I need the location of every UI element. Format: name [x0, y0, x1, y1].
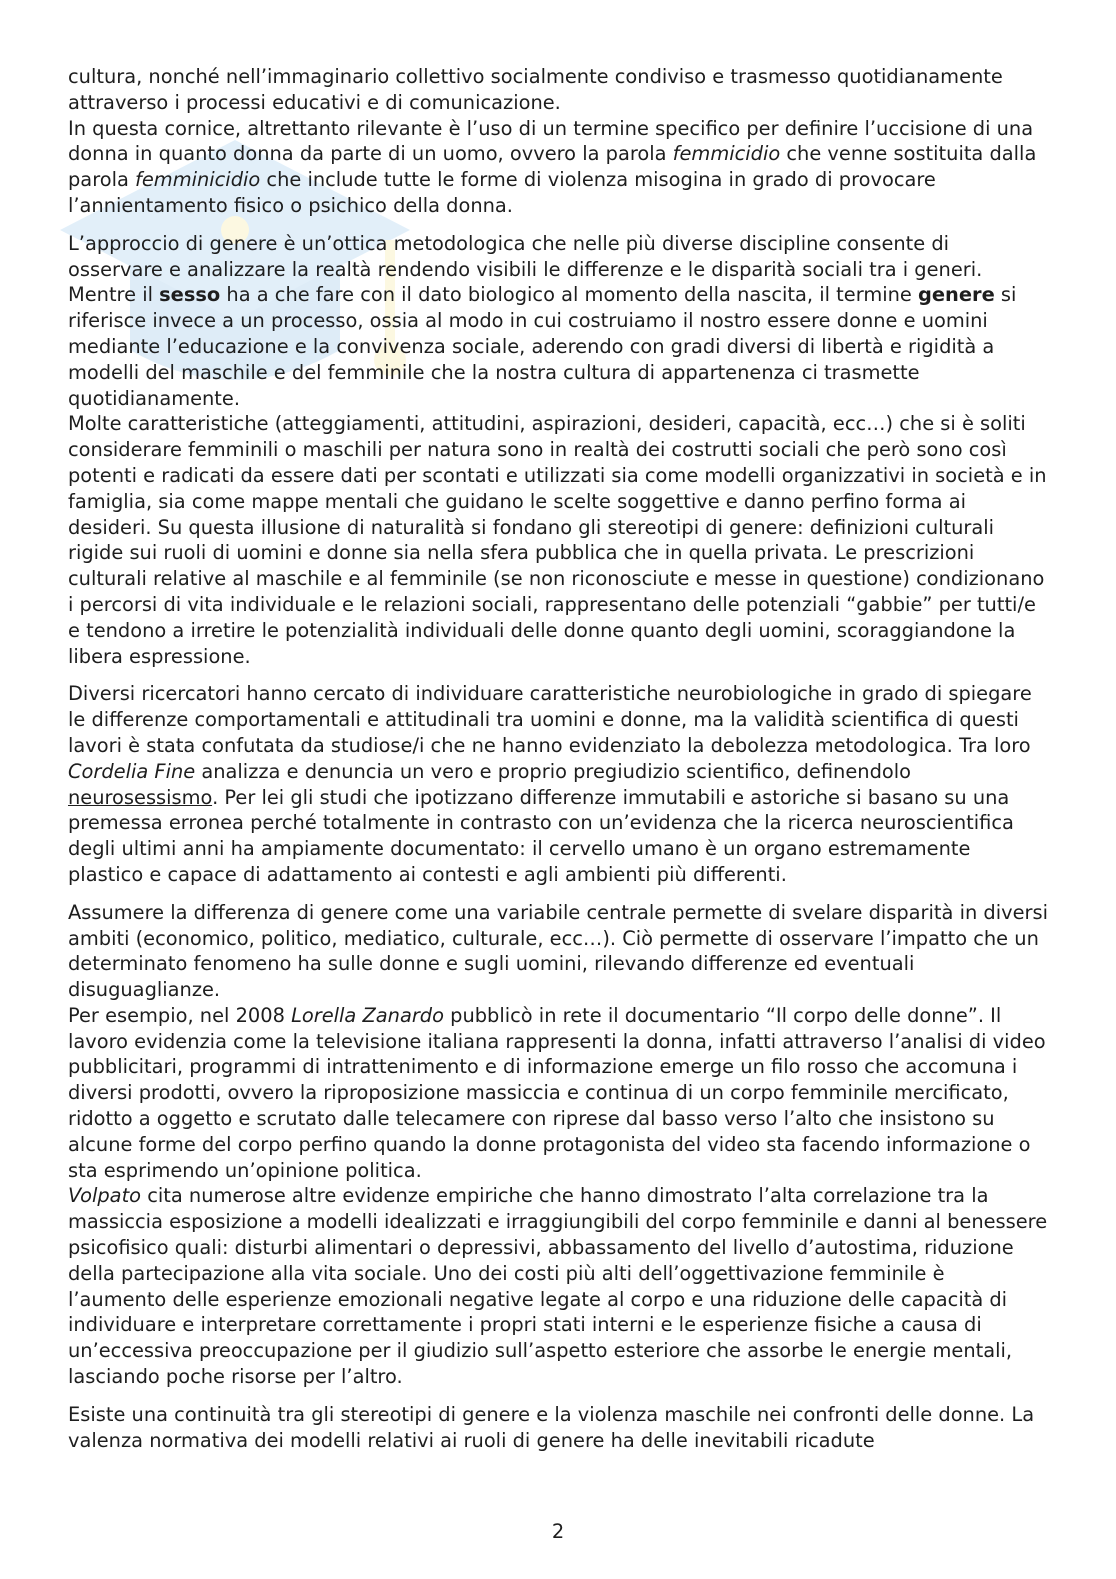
text-run: Mentre il [68, 283, 160, 307]
text-run: che include tutte le forme di violenza misogina in grado di provocare l’annientamento fisico o psichico della donna. [68, 168, 936, 217]
text-run: che venne sostituita dalla parola [68, 142, 1037, 192]
text-run: Assumere la differenza di genere come una variabile centrale permette di svelare disparità in diversi ambiti (economico, politico, mediatico, culturale, ecc…). Ciò permette di osservare l’impatto che un determinato fenomeno ha sulle donne e sugli uomini, rilevando differenze ed eventuali disuguaglianze. [68, 900, 1048, 1002]
text-run: Molte caratteristiche (atteggiamenti, attitudini, aspirazioni, desideri, capacità, ecc…) che si è soliti considerare femminili o maschili per natura sono in realtà dei costrutti sociali che però sono così potenti e radicati da essere dati per scontati e utilizzati sia come modelli organizzativi in società e in famiglia, sia come mappe mentali che guidano le scelte soggettive e danno perfino forma ai desideri. Su questa illusione di naturalità si fondano gli stereotipi di genere: definizioni culturali rigide sui ruoli di uomini e donne sia nella sfera pubblica che in quella privata. Le prescrizioni culturali relative al maschile e al femminile (se non riconosciute e messe in questione) condizionano i percorsi di vita individuale e le relazioni sociali, rappresentano delle potenziali “gabbie” per tutti/e e tendono a irretire le potenzialità individuali delle donne quanto degli uomini, scoraggiandone la libera espressione. [68, 412, 1047, 668]
term-genere: genere [918, 283, 995, 307]
author-lorella-zanardo: Lorella Zanardo [291, 1003, 444, 1027]
paragraph-6 [68, 681, 1048, 887]
text-run: cita numerose altre evidenze empiriche che hanno dimostrato l’alta correlazione tra la massiccia esposizione a modelli idealizzati e irraggiungibili del corpo femminile e danni al benessere psicofisico quali: disturbi alimentari o depressivi, abbassamento del livello d’autostima, riduzione della partecipazione alla vita sociale. Uno dei costi più alti dell’oggettivazione femminile è l’aumento delle esperienze emozionali negative legate al corpo e una riduzione delle capacità di individuare e interpretare correttamente i propri stati interni e le esperienze fisiche a causa di un’eccessiva preoccupazione per il giudizio sull’aspetto esteriore che assorbe le energie mentali, lasciando poche risorse per l’altro. [68, 1184, 1048, 1389]
paragraph-4 [68, 282, 1048, 411]
paragraph-5 [68, 411, 1048, 669]
text-run: Esiste una continuità tra gli stereotipi di genere e la violenza maschile nei confronti delle donne. La valenza normativa dei modelli relativi ai ruoli di genere ha delle inevitabili ricadute [68, 1402, 1035, 1452]
paragraph-1 [68, 64, 1048, 116]
main-text [68, 64, 1048, 1453]
text-run: pubblicò in rete il documentario “Il corpo delle donne”. Il lavoro evidenzia come la televisione italiana rappresenti la donna, infatti attraverso l’analisi di video pubblicitari, programmi di intrattenimento e di informazione emerge un filo rosso che accomuna i diversi prodotti, ovvero la riproposizione massiccia e continua di un corpo femminile mercificato, ridotto a oggetto e scrutato dalle telecamere con riprese dal basso verso l’alto che insistono su alcune forme del corpo perfino quando la donne protagonista del video sta facendo informazione o sta esprimendo un’opinione politica. [68, 1003, 1046, 1182]
term-sesso: sesso [159, 283, 221, 307]
author-cordelia-fine: Cordelia Fine [68, 759, 196, 783]
term-femmicidio: femmicidio [672, 142, 781, 166]
author-volpato: Volpato [68, 1184, 142, 1208]
paragraph-8 [68, 1003, 1048, 1184]
term-neurosessismo: neurosessismo [68, 785, 213, 809]
text-run: analizza e denuncia un vero e proprio pregiudizio scientifico, definendolo [195, 759, 911, 783]
paragraph-3 [68, 231, 1048, 283]
paragraph-9 [68, 1183, 1048, 1389]
text-run: si riferisce invece a un processo, ossia al modo in cui costruiamo il nostro essere donne e uomini mediante l’educazione e la convivenza sociale, aderendo con gradi diversi di libertà e rigidità a modelli del maschile e del femminile che la nostra cultura di appartenenza ci trasmette quotidianamente. [68, 283, 1017, 410]
text-run: ha a che fare con il dato biologico al momento della nascita, il termine [220, 283, 919, 307]
paragraph-2 [68, 116, 1048, 219]
paragraph-10 [68, 1402, 1048, 1454]
text-run: cultura, nonché nell’immaginario collettivo socialmente condiviso e trasmesso quotidianamente attraverso i processi educativi e di comunicazione. [68, 65, 1003, 114]
text-run: Per esempio, nel 2008 [68, 1003, 292, 1027]
text-run: Diversi ricercatori hanno cercato di individuare caratteristiche neurobiologiche in grado di spiegare le differenze comportamentali e attitudinali tra uomini e donne, ma la validità scientifica di questi lavori è stata confutata da studiose/i che ne hanno evidenziato la debolezza metodologica. Tra loro [68, 682, 1032, 757]
paragraph-7 [68, 900, 1048, 1003]
text-run: L’approccio di genere è un’ottica metodologica che nelle più diverse discipline consente di osservare e analizzare la realtà rendendo visibili le differenze e le disparità sociali tra i generi. [68, 231, 983, 281]
page-number: 2 [551, 1520, 565, 1543]
text-run: . Per lei gli studi che ipotizzano differenze immutabili e astoriche si basano su una premessa erronea perché totalmente in contrasto con un’evidenza che la ricerca neuroscientifica degli ultimi anni ha ampiamente documentato: il cervello umano è un organo estremamente plastico e capace di adattamento ai contesti e agli ambienti più differenti. [68, 785, 1014, 886]
text-run: In questa cornice, altrettanto rilevante è l’uso di un termine specifico per definire l’uccisione di una donna in quanto donna da parte di un uomo, ovvero la parola [68, 116, 1034, 166]
term-femminicidio: femminicidio [135, 168, 261, 192]
